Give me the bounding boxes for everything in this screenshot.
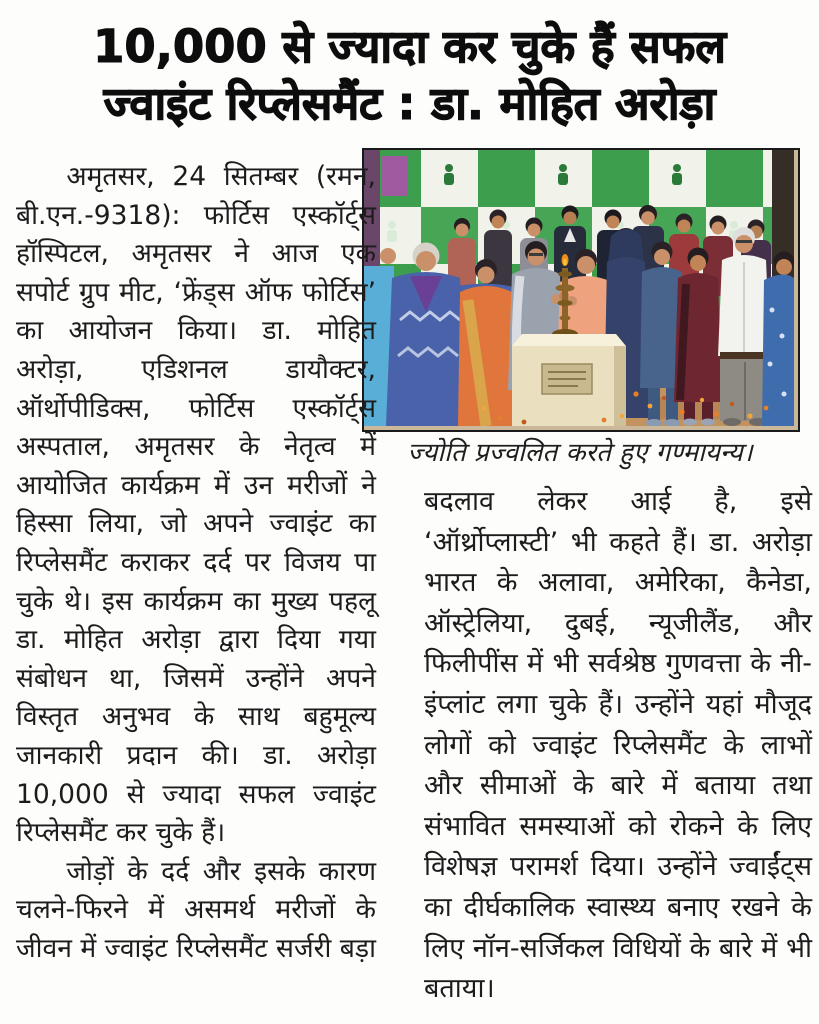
right-column-paragraph-1: बदलाव लेकर आई है, इसे ‘ऑर्थ्रोप्लास्टी’ भी कहते हैं। डा. अरोड़ा भारत के अलावा, अमेरिका, कैनेडा, ऑस्ट्रेलिया, दुबई, न्यूजीलैंड, और फिलीपींस में भी सर्वश्रेष्ठ गुणवत्ता के नी-इंप्लांट लगा चुके हैं। उन्होंने यहां मौजूद लोगों को ज्वाइंट रिप्लेसमैंट के लाभों और सीमाओं के बारे में बताया तथा संभावित समस्याओं को रोकने के लिए विशेषज्ञ परामर्श दिया। उन्होंने ज्वाईंट्स का दीर्घकालिक स्वास्थ्य बनाए रखने के लिए नॉन-सर्जिकल विधियों के बारे में भी बताया। <box>424 486 812 1005</box>
event-photo-illustration <box>364 150 794 426</box>
article-left-column <box>16 158 376 1014</box>
event-photo <box>362 148 800 432</box>
article-right-column <box>424 482 812 1016</box>
lamp-pedestal <box>512 334 626 426</box>
left-column-paragraph-1: अमृतसर, 24 सितम्बर (रमन, बी.एन.-9318): फोर्टिस एस्कॉर्ट्स हॉस्पिटल, अमृतसर ने आज एक सपोर्ट ग्रुप मीट, ‘फ्रेंड्स ऑफ फोर्टिस’ का आयोजन किया। डा. मोहित अरोड़ा, एडिशनल डायौक्टर, ऑर्थोपीडिक्स, फोर्टिस एस्कॉर्ट्स अस्पताल, अमृतसर के नेतृत्व में आयोजित कार्यक्रम में उन मरीजों ने हिस्सा लिया, जो अपने ज्वाइंट का रिप्लेसमैंट कराकर दर्द पर विजय पा चुके थे। इस कार्यक्रम का मुख्य पहलू डा. मोहित अरोड़ा द्वारा दिया गया संबोधन था, जिसमें उन्होंने अपने विस्तृत अनुभव के साथ बहुमूल्य जानकारी प्रदान की। डा. अरोड़ा 10,000 से ज्यादा सफल ज्वाइंट रिप्लेसमैंट कर चुके हैं। <box>16 161 376 849</box>
article-headline <box>30 18 789 132</box>
headline-line-2: ज्वाइंट रिप्लेसमैंट : डा. मोहित अरोड़ा <box>103 77 716 130</box>
headline-line-1: 10,000 से ज्यादा कर चुके हैं सफल <box>93 20 726 73</box>
left-column-paragraph-2: जोड़ों के दर्द और इसके कारण चलने-फिरने में असमर्थ मरीजों के जीवन में ज्वाइंट रिप्लेसमैंट सर्जरी बड़ा <box>16 855 376 964</box>
photo-caption: ज्योति प्रज्वलित करते हुए गण्मायन्य। <box>407 438 753 468</box>
